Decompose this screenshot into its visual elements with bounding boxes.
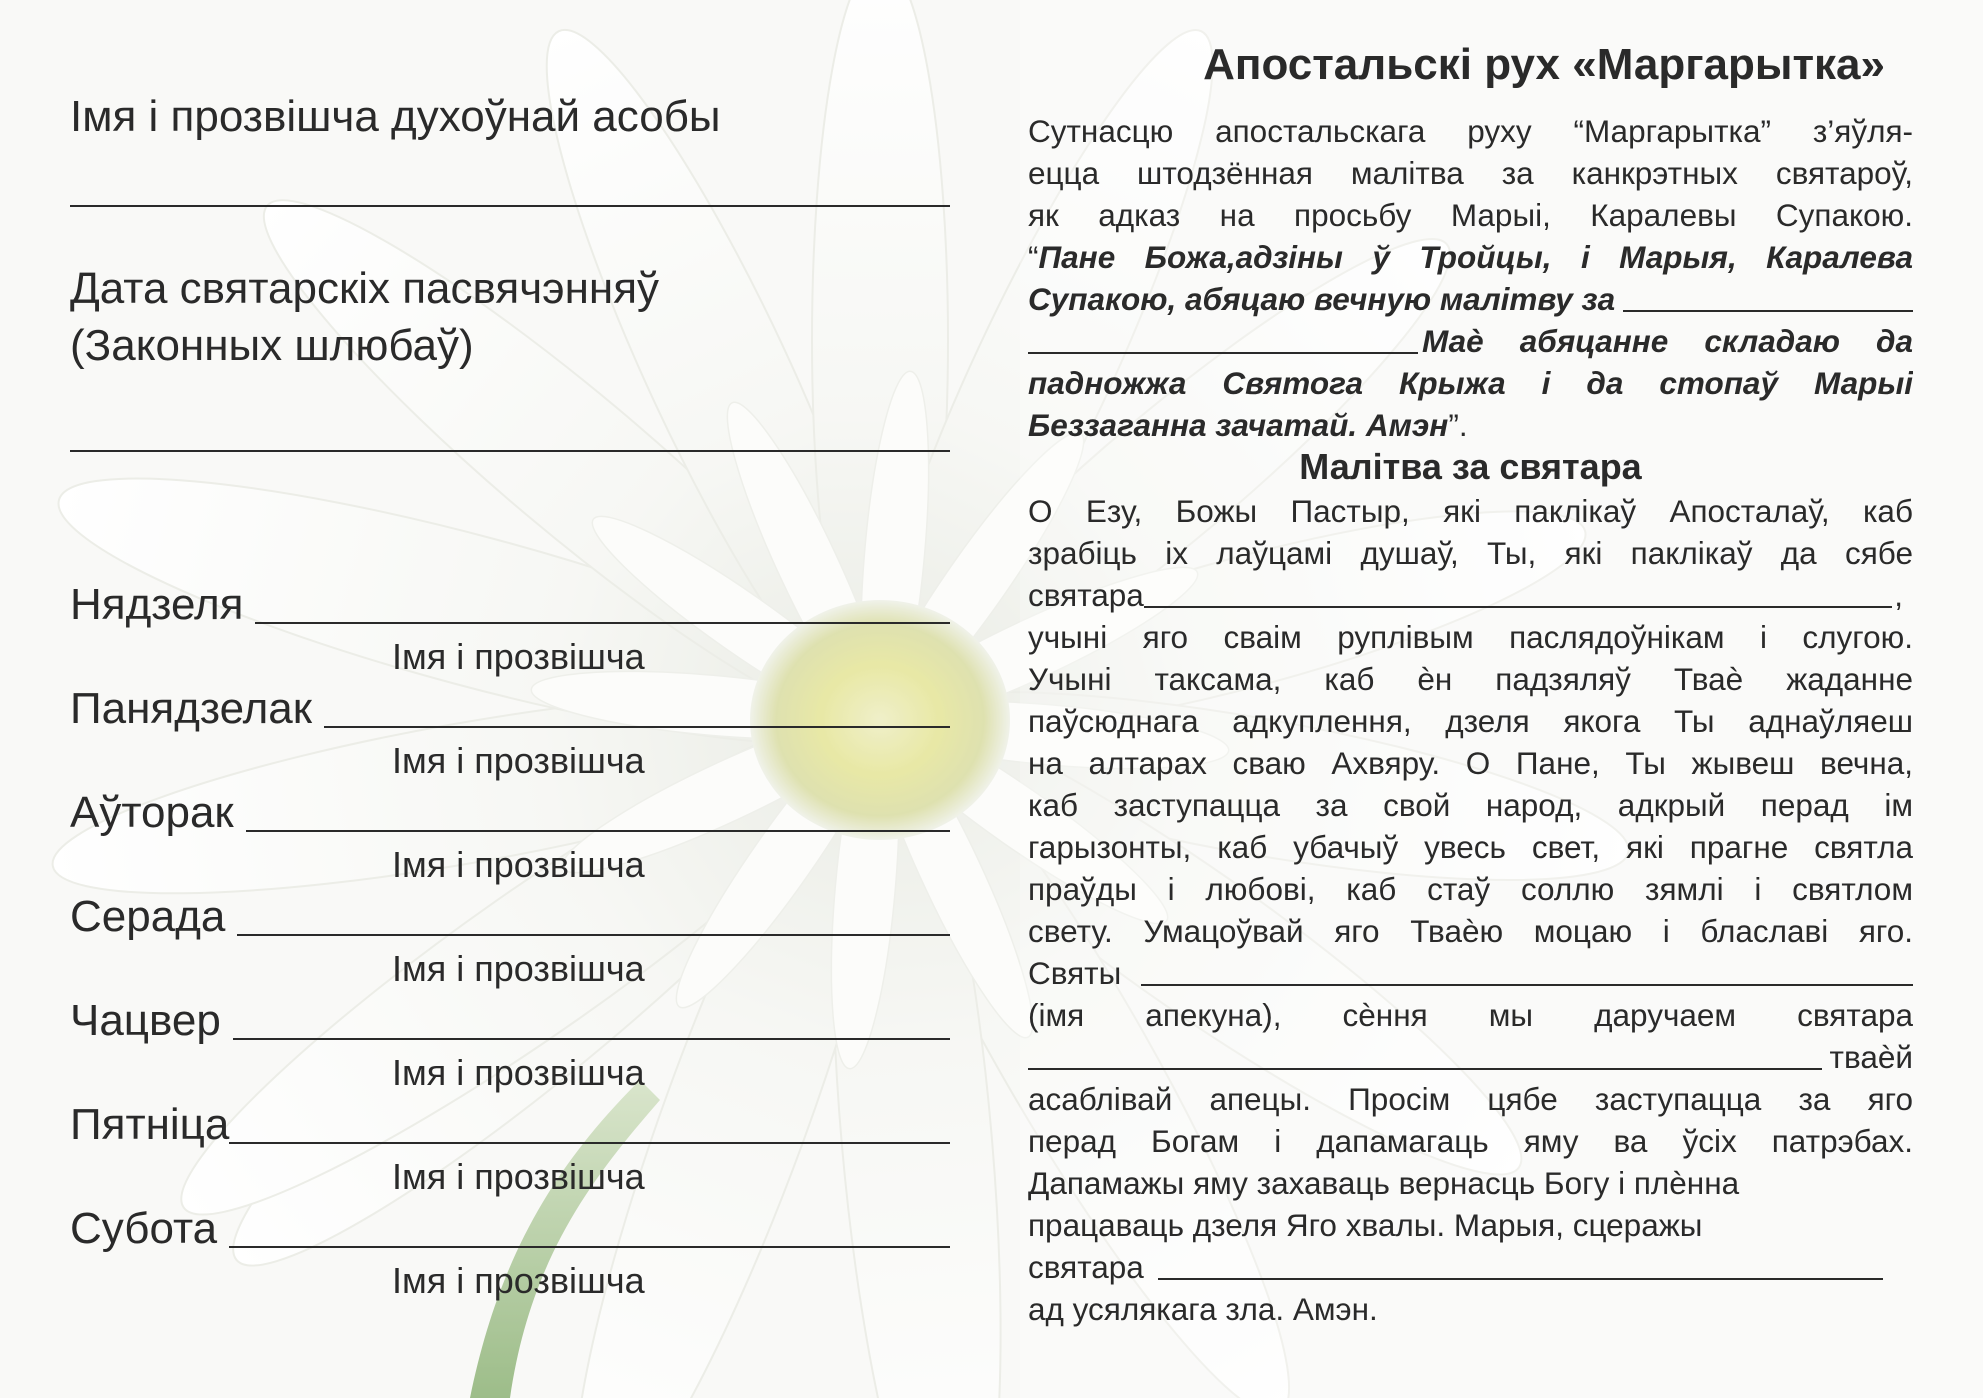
prayer-line: свету. Умацоўвай яго Тваѐю моцаю і блаславі яго. [1028, 913, 1913, 949]
prayer-line [1028, 574, 1913, 616]
prayer-text: тваѐй [1829, 1039, 1913, 1075]
day-name: Аўторак [70, 788, 234, 837]
prayer-line: асаблівай апецы. Просім цябе заступацца за яго [1028, 1081, 1913, 1117]
prayer-text: святара [1028, 1249, 1144, 1285]
vow-line [1028, 320, 1913, 362]
vow-priest-blank-2[interactable] [1028, 352, 1418, 354]
day-sub-label: Імя і прозвішча [392, 948, 645, 989]
day-sub-label: Імя і прозвішча [392, 740, 645, 781]
intro-line: Сутнасцю апостальскага руху “Маргарытка” з’яўля- [1028, 113, 1913, 149]
prayer-line: учыні яго сваім руплівым паслядоўнікам і слугою. [1028, 619, 1913, 655]
day-name: Чацвер [70, 996, 221, 1045]
priest-name-blank-2[interactable] [1028, 1068, 1822, 1070]
day-name: Нядзеля [70, 580, 244, 629]
ordination-date-label-line2: (Законных шлюбаў) [70, 321, 474, 370]
vow-line [1028, 404, 1913, 446]
day-row-wednesday [70, 882, 950, 942]
day-name-line[interactable] [229, 1246, 950, 1248]
day-name-line[interactable] [324, 726, 950, 728]
vow-text: Супакою, абяцаю вечную малітву за [1028, 281, 1616, 317]
day-sub-label: Імя і прозвішча [392, 844, 645, 885]
prayer-line: (імя апекуна), сѐння мы даручаем святара [1028, 997, 1913, 1033]
prayer-line [1028, 1036, 1913, 1078]
prayer-line: працаваць дзеля Яго хвалы. Марыя, сцеражы [1028, 1207, 1703, 1243]
day-name: Субота [70, 1204, 218, 1253]
prayer-text: , [1894, 577, 1903, 613]
day-sub-label: Імя і прозвішча [392, 1052, 645, 1093]
prayer-line [1028, 952, 1913, 994]
prayer-line: гарызонты, каб убачыў увесь свет, які прагне святла [1028, 829, 1913, 865]
vow-text: Маѐ абяцанне складаю да [1422, 323, 1913, 359]
day-name: Серада [70, 892, 226, 941]
day-row-thursday [70, 986, 950, 1046]
prayer-line: О Езу, Божы Пастыр, які паклікаў Апосталаў, каб [1028, 493, 1913, 529]
vow-text: Беззаганна зачатай. Амэн [1028, 407, 1449, 443]
vow-line [1028, 278, 1913, 320]
prayer-line: Учыні таксама, каб ѐн падзяляў Тваѐ жаданне [1028, 661, 1913, 697]
priest-name-blank[interactable] [1144, 606, 1892, 608]
intro-line: як адказ на просьбу Марыі, Каралевы Супакою. [1028, 197, 1913, 233]
vow-text: Пане Божа,адзіны ў Тройцы, і Марыя, Каралева [1038, 239, 1913, 275]
prayer-text: Святы [1028, 955, 1122, 991]
prayer-line: перад Богам і дапамагаць яму ва ўсіх патрэбах. [1028, 1123, 1913, 1159]
intro-line: ецца штодзённая малітва за канкрэтных святароў, [1028, 155, 1913, 191]
movement-title-text: Апостальскі рух «Маргарытка» [1203, 40, 1885, 89]
day-name-line[interactable] [233, 1038, 950, 1040]
patron-name-blank[interactable] [1141, 984, 1913, 986]
vow-quote-close: ”. [1448, 407, 1468, 443]
prayer-line: каб заступацца за свой народ, адкрый перад ім [1028, 787, 1913, 823]
left-panel [70, 0, 950, 1398]
prayer-line: на алтарах сваю Ахвяру. О Пане, Ты жывеш вечна, [1028, 745, 1913, 781]
day-row-monday [70, 674, 950, 734]
prayer-line: ад усялякага зла. Амэн. [1028, 1291, 1378, 1327]
prayer-line: паўсюднага адкуплення, дзеля якога Ты аднаўляеш [1028, 703, 1913, 739]
day-sub-label: Імя і прозвішча [392, 636, 645, 677]
vow-line: падножжа Святога Крыжа і да стопаў Марыі [1028, 365, 1913, 401]
day-name: Панядзелак [70, 684, 312, 733]
vow-line [1028, 236, 1913, 278]
vow-priest-blank[interactable] [1623, 310, 1913, 312]
day-sub-label: Імя і прозвішча [392, 1260, 645, 1301]
day-name-line[interactable] [229, 1142, 950, 1144]
priest-name-line[interactable] [70, 205, 950, 207]
prayer-line [1028, 1246, 1913, 1288]
day-row-sunday [70, 570, 950, 630]
priest-name-label: Імя і прозвішча духоўнай асобы [70, 92, 721, 141]
ordination-date-label-line1: Дата святарскіх пасвячэнняў [70, 264, 660, 313]
prayer-line: зрабіць іх лаўцамі душаў, Ты, які паклікаў да сябе [1028, 535, 1913, 571]
day-name: Пятніца [70, 1100, 230, 1149]
prayer-line: Дапамажы яму захаваць вернасць Богу і плѐнна [1028, 1165, 1740, 1201]
movement-title [1028, 40, 1913, 90]
prayer-text: святара [1028, 577, 1144, 613]
priest-name-blank-3[interactable] [1158, 1278, 1883, 1280]
day-sub-label: Імя і прозвішча [392, 1156, 645, 1197]
right-panel [1028, 0, 1913, 1398]
day-name-line[interactable] [255, 622, 950, 624]
prayer-line: праўды і любові, каб стаў соллю зямлі і святлом [1028, 871, 1913, 907]
day-row-friday [70, 1090, 950, 1150]
vow-quote-open: “ [1028, 239, 1039, 275]
day-row-saturday [70, 1194, 950, 1254]
day-row-tuesday [70, 778, 950, 838]
day-name-line[interactable] [237, 934, 950, 936]
ordination-date-label [70, 260, 659, 374]
ordination-date-line[interactable] [70, 450, 950, 452]
prayer-heading: Малітва за святара [1299, 446, 1642, 487]
day-name-line[interactable] [246, 830, 950, 832]
